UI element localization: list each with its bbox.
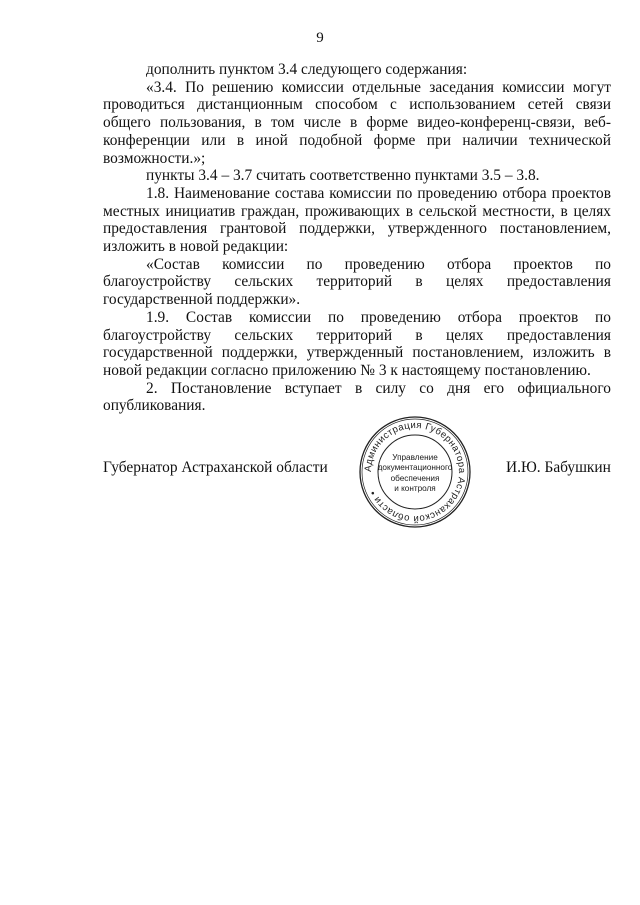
paragraph: дополнить пунктом 3.4 следующего содержания: xyxy=(146,61,468,78)
page-number: 9 xyxy=(316,30,324,46)
paragraph: пункты 3.4 – 3.7 считать соответственно пунктами 3.5 – 3.8. xyxy=(146,167,540,185)
paragraph: 1.9. Состав комиссии по проведению отбора проектов по благоустройству сельских территорий в целях предоставления государственной поддержки, утвержденный постановлением, изложить в новой редакции согласно приложению № 3 к настоящему постановлению. xyxy=(103,308,611,379)
official-stamp xyxy=(358,415,472,529)
paragraph: 2. Постановление вступает в силу со дня его официального опубликования. xyxy=(103,379,611,415)
paragraph: «3.4. По решению комиссии отдельные заседания комиссии могут проводиться дистанционным способом с использованием сетей связи общего пользования, в том числе в форме видео-конференц-связи, веб-конференции или в иной подобной форме при наличии технической возможности.»; xyxy=(103,78,611,167)
stamp-line: документационного xyxy=(377,463,453,473)
stamp-inner-text xyxy=(358,453,472,495)
signatory-position: Губернатор Астраханской области xyxy=(103,459,328,476)
paragraph: 1.8. Наименование состава комиссии по проведению отбора проектов местных инициатив граждан, проживающих в сельской местности, в целях предоставления грантовой поддержки, утвержденного постановлением, изложить в новой редакции: xyxy=(103,184,611,256)
paragraph: «Состав комиссии по проведению отбора проектов по благоустройству сельских территорий в целях предоставления государственной поддержки». xyxy=(103,255,611,309)
signatory-name: И.Ю. Бабушкин xyxy=(506,459,611,476)
stamp-ring-text: Администрация Губернатора Астраханской области • xyxy=(362,419,468,525)
stamp-line: обеспечения xyxy=(390,473,440,483)
stamp-line: Управление xyxy=(392,453,438,462)
stamp-line: и контроля xyxy=(394,484,436,494)
